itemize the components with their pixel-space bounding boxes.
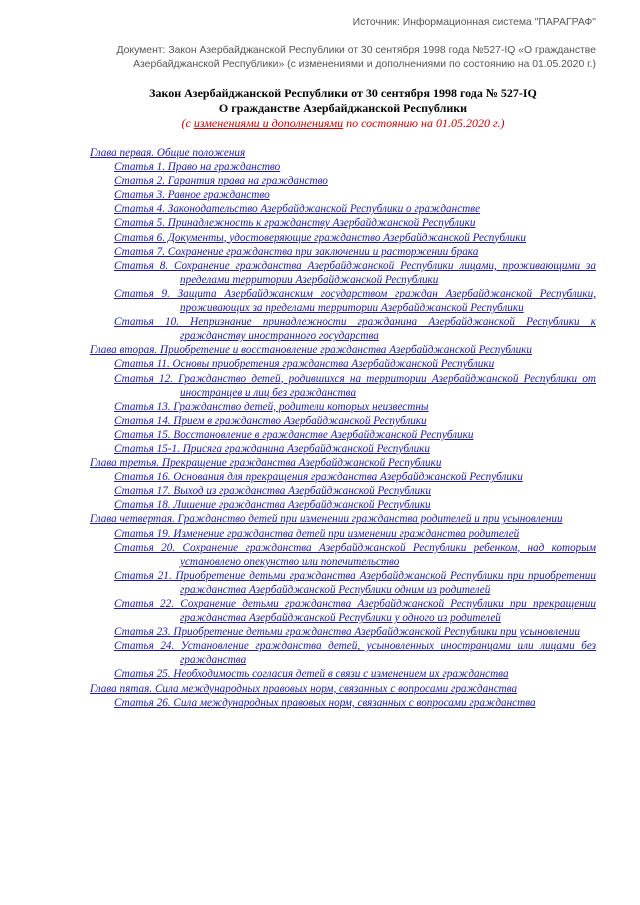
toc-article-link[interactable]: Статья 13. Гражданство детей, родители которых неизвестны (114, 400, 429, 413)
toc-article-link[interactable]: Статья 8. Сохранение гражданства Азербайджанской Республики лицами, проживающими за пределами территории Азербайджанской Республики (114, 259, 596, 286)
toc-article (114, 639, 596, 667)
toc-article-link[interactable]: Статья 14. Прием в гражданство Азербайджанской Республики (114, 414, 427, 427)
document-info-line-2: Азербайджанской Республики» (с изменениями и дополнениями по состоянию на 01.05.2020 г.) (133, 59, 596, 70)
document-info (70, 44, 596, 72)
toc-article (114, 498, 596, 512)
toc-article (114, 188, 596, 202)
toc-article (114, 597, 596, 625)
toc-article-link[interactable]: Статья 3. Равное гражданство (114, 189, 270, 202)
table-of-contents (90, 146, 596, 710)
toc-article (114, 414, 596, 428)
toc-article (114, 400, 596, 414)
toc-article-link[interactable]: Статья 26. Сила международных правовых норм, связанных с вопросами гражданства (114, 696, 536, 709)
toc-article (114, 541, 596, 569)
toc-article-link[interactable]: Статья 4. Законодательство Азербайджанской Республики о гражданстве (114, 203, 481, 216)
toc-chapter-link[interactable]: Глава четвертая. Гражданство детей при изменении гражданства родителей и при усыновлении (90, 513, 563, 526)
toc-article-link[interactable]: Статья 23. Приобретение детьми гражданства Азербайджанской Республики при усыновлении (114, 626, 580, 639)
amendment-status (90, 116, 596, 131)
toc-article-link[interactable]: Статья 12. Гражданство детей, родившихся на территории Азербайджанской Республики от иностранцев и лиц без гражданства (114, 372, 596, 399)
amendments-link[interactable]: изменениями и дополнениями (193, 116, 344, 130)
source-line: Источник: Информационная система "ПАРАГРАФ" (352, 17, 596, 28)
toc-article (114, 372, 596, 400)
toc-article-link[interactable]: Статья 11. Основы приобретения гражданства Азербайджанской Республики (114, 358, 495, 371)
amendment-status-open: (с (181, 116, 194, 130)
toc-article (114, 231, 596, 245)
amendment-status-date: по состоянию на 01.05.2020 г.) (343, 116, 505, 130)
toc-chapter-link[interactable]: Глава пятая. Сила международных правовых норм, связанных с вопросами гражданства (90, 682, 518, 695)
toc-article (114, 245, 596, 259)
toc-article-link[interactable]: Статья 19. Изменение гражданства детей при изменении гражданства родителей (114, 527, 520, 540)
toc-chapter (90, 512, 596, 526)
toc-article-link[interactable]: Статья 1. Право на гражданство (114, 161, 281, 174)
toc-article (114, 428, 596, 442)
toc-article (114, 696, 596, 710)
document-info-line-1: Документ: Закон Азербайджанской Республики от 30 сентября 1998 года №527-IQ «О гражданстве (116, 45, 596, 56)
toc-article (114, 287, 596, 315)
toc-article (114, 625, 596, 639)
law-title (90, 86, 596, 116)
toc-chapter (90, 456, 596, 470)
toc-article (114, 357, 596, 371)
toc-chapter-link[interactable]: Глава первая. Общие положения (90, 147, 246, 159)
law-title-line-2: О гражданстве Азербайджанской Республики (218, 101, 468, 115)
toc-article (114, 315, 596, 343)
toc-article-link[interactable]: Статья 22. Сохранение детьми гражданства Азербайджанской Республики при прекращении гражданства Азербайджанской Республики у одного из родителей (114, 598, 596, 625)
toc-article-link[interactable]: Статья 21. Приобретение детьми гражданства Азербайджанской Республики при приобретении гражданства Азербайджанской Республики одним из родителей (114, 569, 596, 596)
toc-article-link[interactable]: Статья 20. Сохранение гражданства Азербайджанской Республики ребенком, над которым установлено опекунство или попечительство (114, 541, 596, 568)
toc-article-link[interactable]: Статья 15-1. Присяга гражданина Азербайджанской Республики (114, 442, 430, 455)
toc-article-link[interactable]: Статья 17. Выход из гражданства Азербайджанской Республики (114, 485, 431, 498)
toc-article (114, 442, 596, 456)
toc-article (114, 667, 596, 681)
toc-article-link[interactable]: Статья 10. Непризнание принадлежности гражданина Азербайджанской Республики к гражданству иностранного государства (114, 316, 596, 343)
toc-chapter (90, 146, 596, 160)
toc-article-link[interactable]: Статья 18. Лишение гражданства Азербайджанской Республики (114, 499, 431, 512)
toc-article-link[interactable]: Статья 7. Сохранение гражданства при заключении и расторжении брака (114, 245, 479, 258)
law-title-line-1: Закон Азербайджанской Республики от 30 сентября 1998 года № 527-IQ (149, 86, 537, 100)
toc-chapter (90, 682, 596, 696)
toc-chapter (90, 343, 596, 357)
toc-article (114, 216, 596, 230)
toc-article (114, 202, 596, 216)
toc-article-link[interactable]: Статья 6. Документы, удостоверяющие гражданство Азербайджанской Республики (114, 231, 527, 244)
toc-article (114, 569, 596, 597)
toc-article-link[interactable]: Статья 5. Принадлежность к гражданству Азербайджанской Республики (114, 217, 476, 230)
toc-chapter-link[interactable]: Глава вторая. Приобретение и восстановление гражданства Азербайджанской Республики (90, 344, 533, 357)
toc-article (114, 160, 596, 174)
toc-chapter-link[interactable]: Глава третья. Прекращение гражданства Азербайджанской Республики (90, 457, 442, 470)
toc-article (114, 527, 596, 541)
toc-article-link[interactable]: Статья 9. Защита Азербайджанским государством граждан Азербайджанской Республики, проживающих за пределами территории Азербайджанской Республики (114, 287, 596, 315)
toc-article-link[interactable]: Статья 2. Гарантия права на гражданство (114, 175, 328, 188)
toc-article-link[interactable]: Статья 15. Восстановление в гражданстве Азербайджанской Республики (114, 428, 474, 441)
toc-article-link[interactable]: Статья 25. Необходимость согласия детей в связи с изменением их гражданства (114, 668, 509, 681)
toc-article-link[interactable]: Статья 16. Основания для прекращения гражданства Азербайджанской Республики (114, 471, 523, 484)
toc-article (114, 259, 596, 287)
toc-article (114, 484, 596, 498)
toc-article (114, 174, 596, 188)
toc-article-link[interactable]: Статья 24. Установление гражданства детей, усыновленных иностранцами или лицами без гражданства (114, 640, 596, 667)
toc-article (114, 470, 596, 484)
